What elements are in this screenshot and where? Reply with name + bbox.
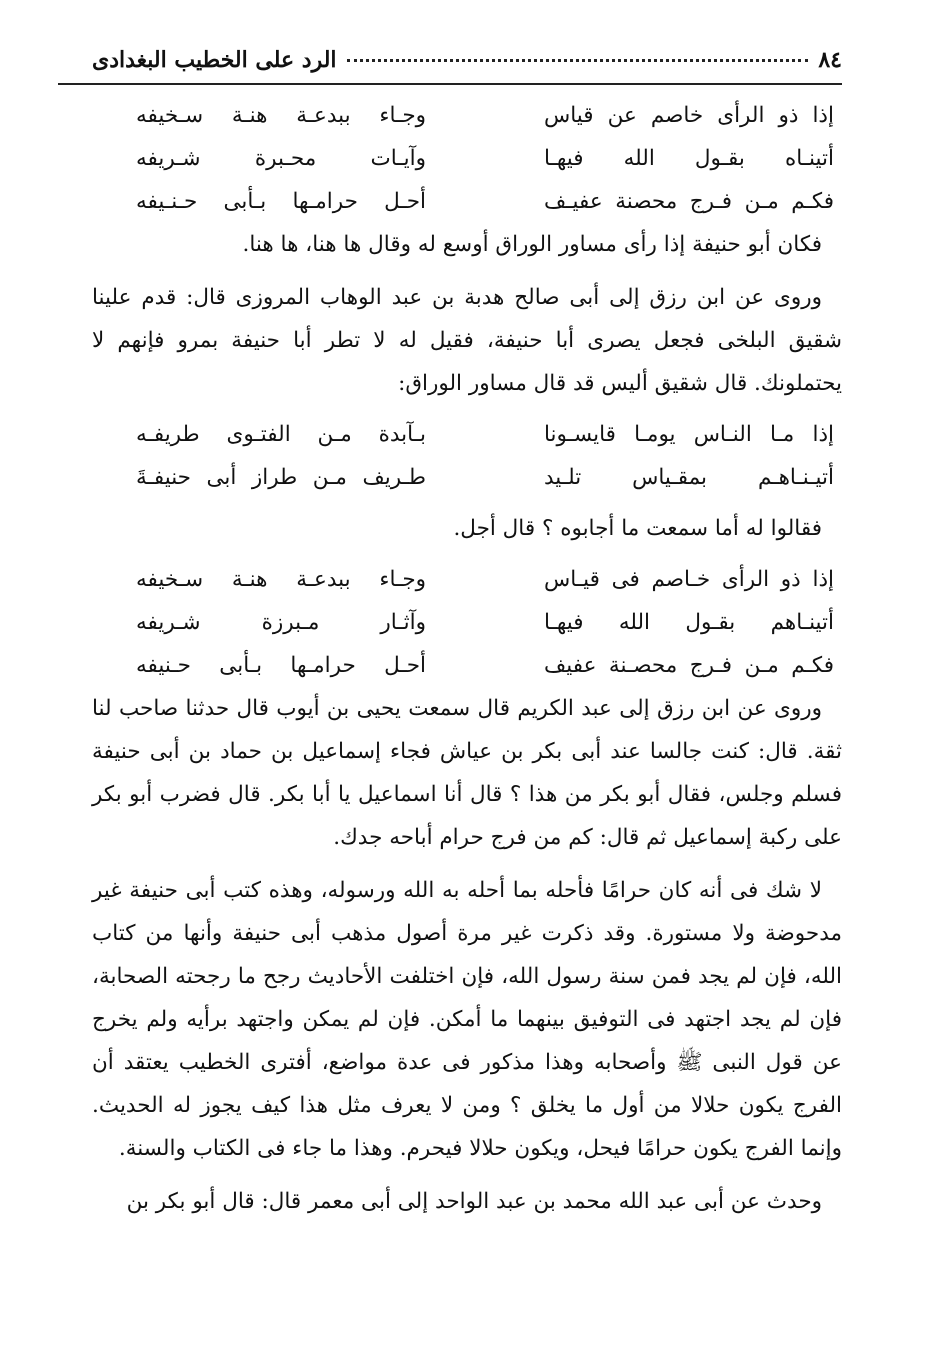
verse-first-hemistich: فكـم مـن فـرج محصنة عفيـف (544, 189, 834, 214)
poem-1 (92, 94, 842, 223)
verse-first-hemistich: إذا مـا النـاس يومـا قايسـونا (544, 422, 834, 447)
verse-line (92, 644, 842, 687)
page-header (92, 40, 842, 80)
paragraph: فقالوا له أما سمعت ما أجابوه ؟ قال أجل. (453, 516, 822, 541)
verse-second-hemistich: بـآبدة مـن الفتـوى طريفـه (136, 422, 426, 447)
verse-second-hemistich: وآثـار مـبرزة شـريفه (136, 610, 426, 635)
verse-line (92, 558, 842, 601)
verse-line (92, 137, 842, 180)
verse-line (92, 180, 842, 223)
header-rule (58, 83, 842, 85)
paragraph: فكان أبو حنيفة إذا رأى مساور الوراق أوسع له وقال ها هنا، ها هنا. (242, 232, 822, 257)
paragraph: وروى عن ابن رزق إلى أبى صالح هدبة بن عبد الوهاب المروزى قال: قدم علينا شقيق البلخى فجعل يصرى أبا حنيفة، فقيل له لا تطر أبا حنيفة بمرو فإنهم لا يحتملونك. قال شقيق أليس قد قال مساور الوراق: (92, 285, 842, 396)
verse-first-hemistich: أتيـنـاهـم بمقـياس تلـيد (544, 465, 834, 490)
verse-line (92, 601, 842, 644)
verse-first-hemistich: إذا ذو الرأى خـاصم فى قيـاس (544, 567, 834, 592)
verse-first-hemistich: أتينـاهم بقـول الله فيهـا (544, 610, 834, 635)
verse-line (92, 413, 842, 456)
leader-dots (347, 59, 809, 62)
verse-second-hemistich: طـريف مـن طراز أبى حنيفـةَ (136, 465, 426, 490)
verse-second-hemistich: وآيـات محـبرة شـريفه (136, 146, 426, 171)
verse-first-hemistich: فكـم مـن فـرج محصـنة عفيف (544, 653, 834, 678)
paragraph: لا شك فى أنه كان حرامًا فأحله بما أحله به الله ورسوله، وهذه كتب أبى حنيفة غير مدحوضة ولا مستورة. وقد ذكرت غير مرة أصول مذهب أبى حنيفة وأنها من كتاب الله، فإن لم يجد فمن سنة رسول الله، فإن اختلفت الأحاديث رجح ما رجحته الصحابة، فإن لم يجد اجتهد فى التوفيق بينهما ما أمكن. فإن لم يمكن واجتهد برأيه ولم يخرج عن قول النبى ﷺ وأصحابه وهذا مذكور فى عدة مواضع، أفترى الخطيب يعتقد أن الفرج يكون حلالا من أول ما يخلق ؟ ومن لا يعرف مثل هذا كيف يجوز له الحديث. وإنما الفرج يكون حرامًا فيحل، ويكون حلالا فيحرم. وهذا ما جاء فى الكتاب والسنة. (92, 878, 842, 1161)
page-body (92, 94, 842, 1223)
paragraph: وروى عن ابن رزق إلى عبد الكريم قال سمعت يحيى بن أيوب قال حدثنا صاحب لنا ثقة. قال: كنت جالسا عند أبى بكر بن عياش فجاء إسماعيل بن حماد بن أبى حنيفة فسلم وجلس، فقال أبو بكر من هذا ؟ قال أنا اسماعيل يا أبا بكر. قال فضرب أبو بكر على ركبة إسماعيل ثم قال: كم من فرج حرام أباحه جدك. (92, 696, 842, 850)
verse-second-hemistich: وجـاء ببدعـة هنـة سـخيفه (136, 103, 426, 128)
verse-line (92, 94, 842, 137)
verse-first-hemistich: إذا ذو الرأى خاصم عن قياس (544, 103, 834, 128)
page-number: ٨٤ (818, 47, 842, 73)
verse-second-hemistich: وجـاء ببدعـة هنـة سـخيفه (136, 567, 426, 592)
verse-second-hemistich: أحـل حرامـها بـأبى حـنيفه (136, 653, 426, 678)
running-title: الرد على الخطيب البغدادى (92, 47, 337, 73)
verse-line (92, 456, 842, 499)
verse-first-hemistich: أتينـاه بقـول الله فيهـا (544, 146, 834, 171)
verse-second-hemistich: أحـل حرامـها بـأبى حـنـيفه (136, 189, 426, 214)
poem-3 (92, 558, 842, 687)
poem-2 (92, 413, 842, 499)
paragraph: وحدث عن أبى عبد الله محمد بن عبد الواحد إلى أبى معمر قال: قال أبو بكر بن (126, 1189, 822, 1214)
